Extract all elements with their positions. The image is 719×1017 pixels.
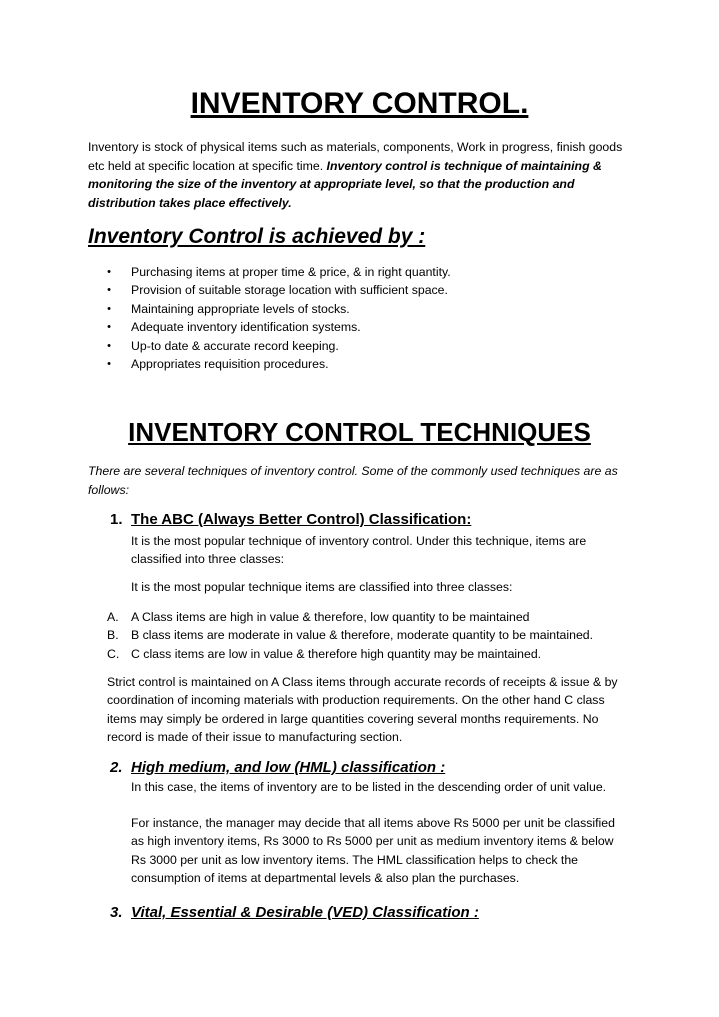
bullet-icon: • [107, 266, 111, 278]
abc-paragraph-3: Strict control is maintained on A Class items through accurate records of receipts & issue & by coordination of incoming materials with production requirements. On the other hand C class items may simply be ordered in large quantities covering several months requirements. No record is made of their issue to manufacturing section. [107, 675, 618, 745]
bullet-icon: • [107, 339, 111, 352]
section-number: 3. [110, 904, 123, 921]
list-letter: B. [107, 628, 119, 643]
bullet-icon: • [107, 302, 111, 315]
intro-plain-text: Inventory is stock of physical items such as materials, components, Work in progress, finish goods etc held at specific location at specific time. [88, 140, 623, 173]
section-number: 2. [110, 759, 123, 776]
list-letter: A. [107, 610, 119, 624]
hml-paragraph-1: In this case, the items of inventory are to be listed in the descending order of unit value. [131, 780, 607, 794]
bullet-icon: • [107, 321, 111, 334]
bullet-icon: • [107, 358, 111, 371]
techniques-title: INVENTORY CONTROL TECHNIQUES [128, 417, 591, 447]
bullet-icon: • [107, 284, 111, 297]
abc-paragraph-1: It is the most popular technique of inventory control. Under this technique, items are classified into three classes: [131, 534, 587, 567]
list-item: B. B class items are moderate in value & therefore, moderate quantity to be maintained. [107, 626, 593, 644]
intro-emphasis-text: Inventory control is technique of maintaining & monitoring the size of the inventory at appropriate level, so that the production and distribution takes place effectively. [88, 158, 602, 210]
section-title-ved: Vital, Essential & Desirable (VED) Classification : [131, 904, 479, 921]
list-letter: C. [107, 646, 120, 661]
abc-paragraph-2: It is the most popular technique items are classified into three classes: [131, 580, 513, 594]
list-item: C. C class items are low in value & therefore high quantity may be maintained. [107, 645, 593, 663]
section-number: 1. [110, 511, 123, 528]
hml-paragraph-2: For instance, the manager may decide that all items above Rs 5000 per unit be classified as high inventory items, Rs 3000 to Rs 5000 per unit as medium inventory items & below Rs 3000 per unit as low inventory items. The HML classification helps to check the consumption of items at departmental levels & also plan the purchases. [131, 816, 615, 886]
list-item: • Maintaining appropriate levels of stocks. [104, 300, 451, 318]
abc-class-list [107, 608, 593, 663]
techniques-lead: There are several techniques of inventory control. Some of the commonly used techniques are as follows: [88, 464, 618, 497]
list-item: • Purchasing items at proper time & price, & in right quantity. [104, 263, 451, 281]
page-title: INVENTORY CONTROL. [190, 87, 529, 120]
list-item: • Up-to date & accurate record keeping. [104, 337, 451, 355]
list-item: A. A Class items are high in value & therefore, low quantity to be maintained [107, 608, 593, 626]
achieved-list [104, 263, 451, 373]
list-item: • Adequate inventory identification systems. [104, 318, 451, 336]
section-title-hml: High medium, and low (HML) classification : [131, 759, 446, 776]
list-item: • Provision of suitable storage location with sufficient space. [104, 281, 451, 299]
achieved-heading: Inventory Control is achieved by : [88, 225, 426, 248]
section-title-abc: The ABC (Always Better Control) Classification: [131, 511, 472, 528]
intro-paragraph [88, 138, 633, 212]
list-item: • Appropriates requisition procedures. [104, 355, 451, 373]
